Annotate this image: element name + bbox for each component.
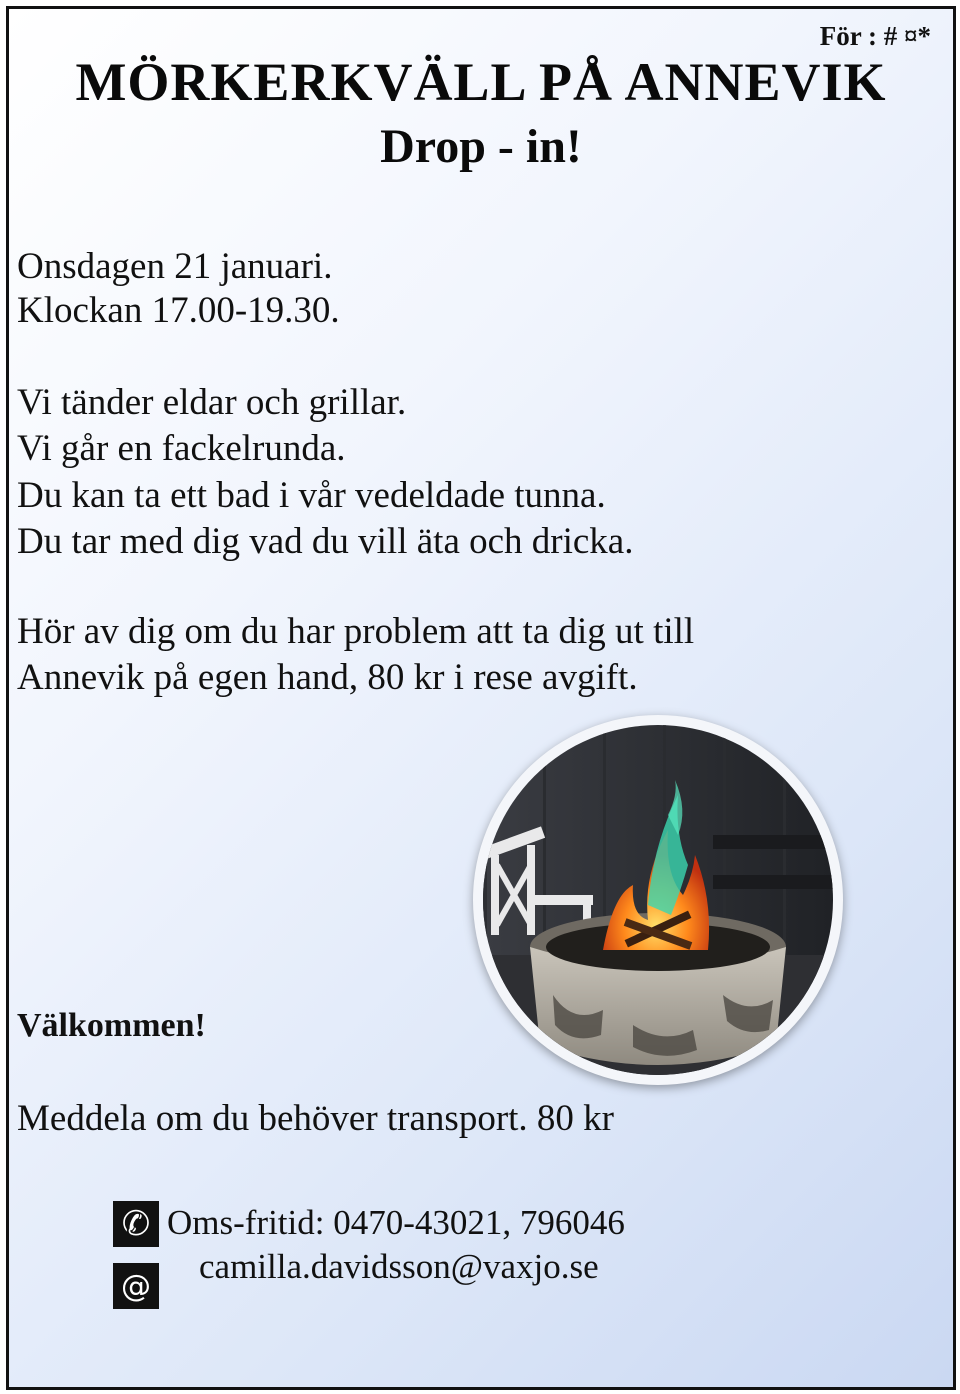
fire-pit-photo [473,715,843,1085]
transport-info-line: Hör av dig om du har problem att ta dig ut till [17,611,695,652]
activity-line: Vi går en fackelrunda. [17,428,346,469]
activity-line: Vi tänder eldar och grillar. [17,382,407,423]
transport-info-line: Annevik på egen hand, 80 kr i rese avgift. [17,657,638,698]
contact-phone: Oms-fritid: 0470-43021, 796046 [167,1203,625,1242]
event-date: Onsdagen 21 januari. [17,246,333,287]
event-title: MÖRKERKVÄLL PÅ ANNEVIK [75,52,887,112]
event-time: Klockan 17.00-19.30. [17,290,340,331]
event-subtitle: Drop - in! [380,120,582,173]
phone-icon: ✆ [113,1201,159,1247]
at-icon: @ [113,1263,159,1309]
flyer-page [6,6,956,1390]
contact-email[interactable]: camilla.davidsson@vaxjo.se [199,1247,599,1286]
audience-tag: För : # ¤* [819,21,931,51]
activity-line: Du tar med dig vad du vill äta och dricka. [17,521,634,562]
transport-note: Meddela om du behöver transport. 80 kr [17,1098,614,1139]
activity-line: Du kan ta ett bad i vår vedeldade tunna. [17,475,606,516]
welcome-heading: Välkommen! [17,1007,206,1044]
